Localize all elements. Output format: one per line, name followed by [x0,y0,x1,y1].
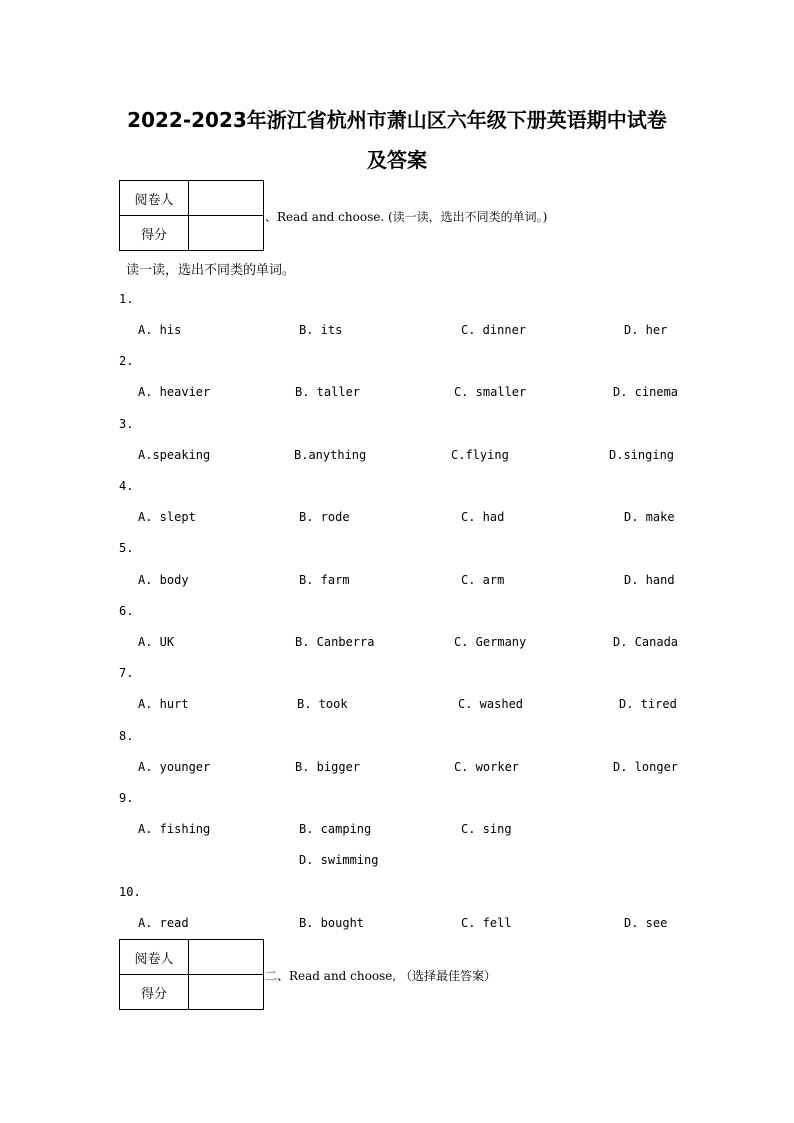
option-d[interactable]: D. swimming [299,853,379,867]
option-b[interactable]: B. bigger [295,760,361,774]
option-d[interactable]: D. tired [619,697,677,711]
reviewer-label: 阅卷人 [120,940,189,975]
option-d[interactable]: D. longer [613,760,679,774]
option-d[interactable]: D. her [624,323,668,337]
score-box-section-2 [119,939,264,1010]
score-label: 得分 [120,975,189,1010]
option-d[interactable]: D. make [624,510,675,524]
option-c[interactable]: C. washed [458,697,524,711]
section-1-instruction: 读一读，选出不同类的单词。 [126,263,296,278]
option-a[interactable]: A. younger [138,760,211,774]
question-number: 4. [119,479,134,493]
option-c[interactable]: C. dinner [461,323,527,337]
reviewer-label: 阅卷人 [120,181,189,216]
option-b[interactable]: B. its [299,323,343,337]
option-d[interactable]: D. cinema [613,385,679,399]
option-b[interactable]: B. camping [299,822,372,836]
option-c[interactable]: C. arm [461,573,505,587]
option-a[interactable]: A. body [138,573,189,587]
option-c[interactable]: C. smaller [454,385,527,399]
option-b[interactable]: B. taller [295,385,361,399]
option-b[interactable]: B.anything [294,448,367,462]
option-c[interactable]: C. worker [454,760,520,774]
question-number: 2. [119,354,134,368]
option-c[interactable]: C. sing [461,822,512,836]
option-d[interactable]: D. hand [624,573,675,587]
section-1-heading: 、Read and choose. (读一读，选出不同类的单词。) [265,210,548,224]
option-a[interactable]: A. read [138,916,189,930]
option-a[interactable]: A. his [138,323,182,337]
title-line-2: 及答案 [367,148,427,172]
option-b[interactable]: B. bought [299,916,365,930]
option-a[interactable]: A.speaking [138,448,211,462]
question-number: 1. [119,292,134,306]
option-b[interactable]: B. farm [299,573,350,587]
reviewer-field[interactable] [189,940,264,975]
option-d[interactable]: D. Canada [613,635,679,649]
score-box-section-1 [119,180,264,251]
question-number: 8. [119,729,134,743]
option-b[interactable]: B. rode [299,510,350,524]
question-number: 5. [119,541,134,555]
option-a[interactable]: A. hurt [138,697,189,711]
option-c[interactable]: C. fell [461,916,512,930]
option-a[interactable]: A. slept [138,510,196,524]
option-a[interactable]: A. heavier [138,385,211,399]
option-a[interactable]: A. UK [138,635,175,649]
question-number: 6. [119,604,134,618]
option-b[interactable]: B. took [297,697,348,711]
question-number: 3. [119,417,134,431]
option-b[interactable]: B. Canberra [295,635,375,649]
title-line-1: 2022-2023年浙江省杭州市萧山区六年级下册英语期中试卷 [127,108,667,132]
document-title [0,100,794,180]
option-c[interactable]: C. Germany [454,635,527,649]
score-field[interactable] [189,975,264,1010]
question-number: 10. [119,885,141,899]
score-label: 得分 [120,216,189,251]
question-number: 7. [119,666,134,680]
question-number: 9. [119,791,134,805]
option-a[interactable]: A. fishing [138,822,211,836]
option-d[interactable]: D. see [624,916,668,930]
reviewer-field[interactable] [189,181,264,216]
section-2-heading: 二、Read and choose, （选择最佳答案） [265,969,496,983]
option-c[interactable]: C.flying [451,448,509,462]
score-field[interactable] [189,216,264,251]
option-d[interactable]: D.singing [609,448,675,462]
option-c[interactable]: C. had [461,510,505,524]
